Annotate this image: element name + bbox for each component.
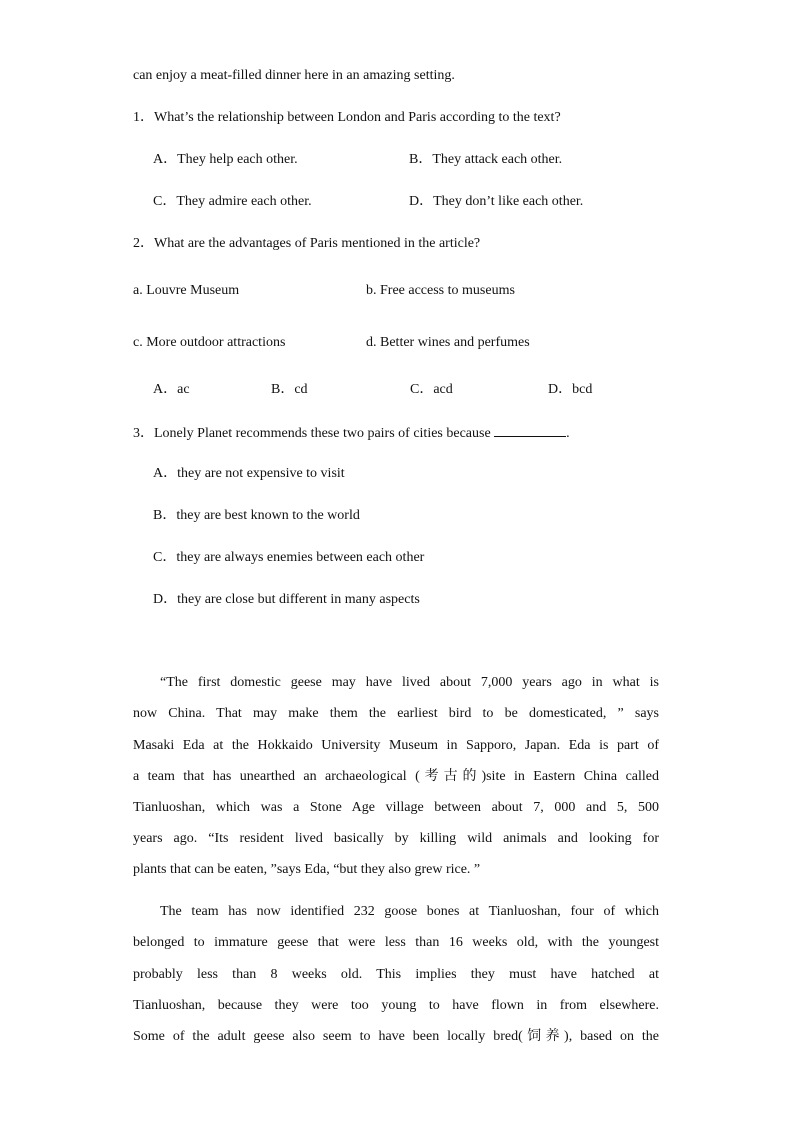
passage-line: years ago. “Its resident lived basically by killing wild animals and looking for <box>133 831 659 846</box>
question-2-item-d: d. Better wines and perfumes <box>366 335 530 350</box>
question-3-option-c: C．they are always enemies between each other <box>153 550 425 565</box>
question-2-item-b: b. Free access to museums <box>366 283 515 298</box>
question-2-item-a: a. Louvre Museum <box>133 283 240 298</box>
question-2-option-b: B．cd <box>271 382 308 397</box>
question-2-option-c: C．acd <box>410 382 453 397</box>
passage-line: Masaki Eda at the Hokkaido University Museum in Sapporo, Japan. Eda is part of <box>133 738 659 753</box>
question-3-option-d: D．they are close but different in many aspects <box>153 592 420 607</box>
question-3-option-a: A．they are not expensive to visit <box>153 466 345 481</box>
question-1-option-b: B．They attack each other. <box>409 152 563 167</box>
passage-line: plants that can be eaten, ”says Eda, “but they also grew rice. ” <box>133 862 481 877</box>
question-1-stem: 1．What’s the relationship between London and Paris according to the text? <box>133 110 561 125</box>
question-3-stem <box>133 422 570 444</box>
question-1-option-d: D．They don’t like each other. <box>409 194 584 209</box>
intro-tail-text: can enjoy a meat-filled dinner here in an amazing setting. <box>133 68 455 83</box>
passage-line: Tianluoshan, which was a Stone Age village between about 7, 000 and 5, 500 <box>133 800 659 815</box>
answer-blank <box>494 422 566 437</box>
question-2-option-d: D．bcd <box>548 382 593 397</box>
question-3-stem-end: . <box>566 426 570 441</box>
passage-line: “The first domestic geese may have lived about 7,000 years ago in what is <box>160 675 659 690</box>
question-2-stem: 2．What are the advantages of Paris mentioned in the article? <box>133 236 481 251</box>
passage-line: belonged to immature geese that were less than 16 weeks old, with the youngest <box>133 935 659 950</box>
question-2-option-a: A．ac <box>153 382 190 397</box>
passage-line: The team has now identified 232 goose bones at Tianluoshan, four of which <box>160 904 659 919</box>
passage-line: probably less than 8 weeks old. This implies they must have hatched at <box>133 967 659 982</box>
question-3-stem-text: 3．Lonely Planet recommends these two pairs of cities because <box>133 426 491 441</box>
passage-line: now China. That may make them the earliest bird to be domesticated, ” says <box>133 706 659 721</box>
question-1-option-c: C．They admire each other. <box>153 194 312 209</box>
question-2-item-c: c. More outdoor attractions <box>133 335 286 350</box>
passage-line: Tianluoshan, because they were too young to have flown in from elsewhere. <box>133 998 659 1013</box>
passage-line: Some of the adult geese also seem to have been locally bred(饲养), based on the <box>133 1029 659 1044</box>
passage-line: a team that has unearthed an archaeological (考古的)site in Eastern China called <box>133 769 659 784</box>
question-3-option-b: B．they are best known to the world <box>153 508 360 523</box>
question-1-option-a: A．They help each other. <box>153 152 298 167</box>
